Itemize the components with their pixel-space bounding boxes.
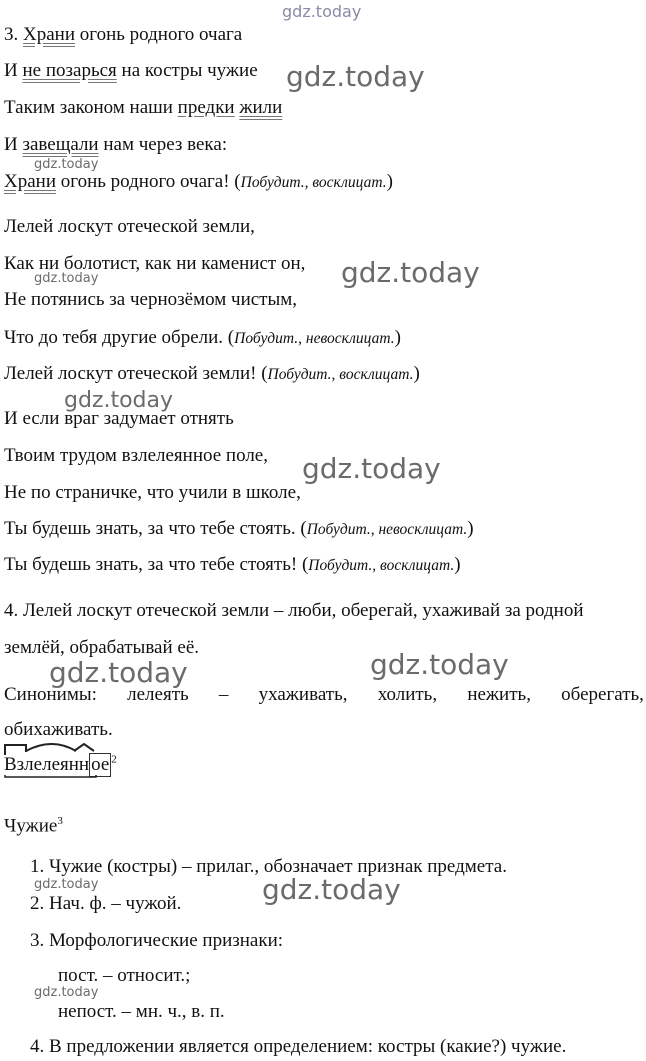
watermark: gdz.today xyxy=(49,656,188,689)
morphemic-analysis xyxy=(4,753,117,777)
synonyms-line-2: обихаживать. xyxy=(4,719,113,740)
synonyms-word: холить, xyxy=(377,684,438,705)
poem-line-2: И не позарься на костры чужие xyxy=(4,60,258,81)
poem-line-1: 3. Храни огонь родного очага xyxy=(4,24,243,45)
poem-line-15: Ты будешь знать, за что тебе стоять! (Побудит., восклицат.) xyxy=(4,554,461,575)
watermark: gdz.today xyxy=(302,452,441,485)
morph-word-ending: ое xyxy=(91,754,110,775)
watermark: gdz.today xyxy=(34,271,99,286)
morpheme-marks-icon xyxy=(4,743,124,779)
analysis-item-2: 2. Нач. ф. – чужой. xyxy=(30,893,182,914)
poem-line-11: И если враг задумает отнять xyxy=(4,408,234,429)
analysis-item-1: 1. Чужие (костры) – прилаг., обозначает признак предмета. xyxy=(30,856,507,877)
poem-line-3: Таким законом наши предки жили xyxy=(4,97,283,118)
poem-line-6: Лелей лоскут отеческой земли, xyxy=(4,216,255,237)
synonyms-word: нежить, xyxy=(467,684,531,705)
poem-line-8: Не потянись за чернозёмом чистым, xyxy=(4,289,298,310)
morph-superscript: 2 xyxy=(111,753,117,766)
watermark: gdz.today xyxy=(286,60,425,93)
watermark: gdz.today xyxy=(341,256,480,289)
poem-line-4: И завещали нам через века: xyxy=(4,134,228,155)
analysis-item-3: 3. Морфологические признаки: xyxy=(30,930,284,951)
watermark: gdz.today xyxy=(282,2,362,21)
synonyms-word: оберегать, xyxy=(561,684,644,705)
poem-line-7: Как ни болотист, как ни каменист он, xyxy=(4,253,306,274)
watermark: gdz.today xyxy=(370,648,509,681)
watermark: gdz.today xyxy=(34,157,99,172)
synonyms-line xyxy=(4,684,644,706)
synonyms-word: Синонимы: xyxy=(4,684,97,705)
morph-word-stem: Взлелеянн xyxy=(4,754,90,775)
poem-line-12: Твоим трудом взлелеянное поле, xyxy=(4,445,268,466)
poem-line-9: Что до тебя другие обрели. (Побудит., невосклицат.) xyxy=(4,327,401,348)
watermark: gdz.today xyxy=(262,873,401,906)
watermark: gdz.today xyxy=(64,388,174,413)
analysis-item-3a: пост. – относит.; xyxy=(58,965,191,986)
poem-line-5: Храни огонь родного очага! (Побудит., восклицат.) xyxy=(4,171,393,192)
analysis-title: Чужие$^3$ xyxy=(4,815,63,837)
synonyms-word: – xyxy=(218,684,229,705)
watermark: gdz.today xyxy=(34,877,99,892)
synonyms-word: лелеять xyxy=(127,684,189,705)
poem-line-10: Лелей лоскут отеческой земли! (Побудит., восклицат.) xyxy=(4,363,420,384)
watermark: gdz.today xyxy=(34,985,99,1000)
analysis-item-3b: непост. – мн. ч., в. п. xyxy=(58,1001,225,1022)
section4-line-1: 4. Лелей лоскут отеческой земли – люби, оберегай, ухаживай за родной xyxy=(4,600,584,621)
poem-line-13: Не по страничке, что учили в школе, xyxy=(4,482,301,503)
analysis-item-4: 4. В предложении является определением: костры (какие?) чужие. xyxy=(30,1036,567,1057)
poem-line-14: Ты будешь знать, за что тебе стоять. (Побудит., невосклицат.) xyxy=(4,518,474,539)
synonyms-word: ухаживать, xyxy=(258,684,348,705)
section4-line-2: землёй, обрабатывай её. xyxy=(4,637,200,658)
